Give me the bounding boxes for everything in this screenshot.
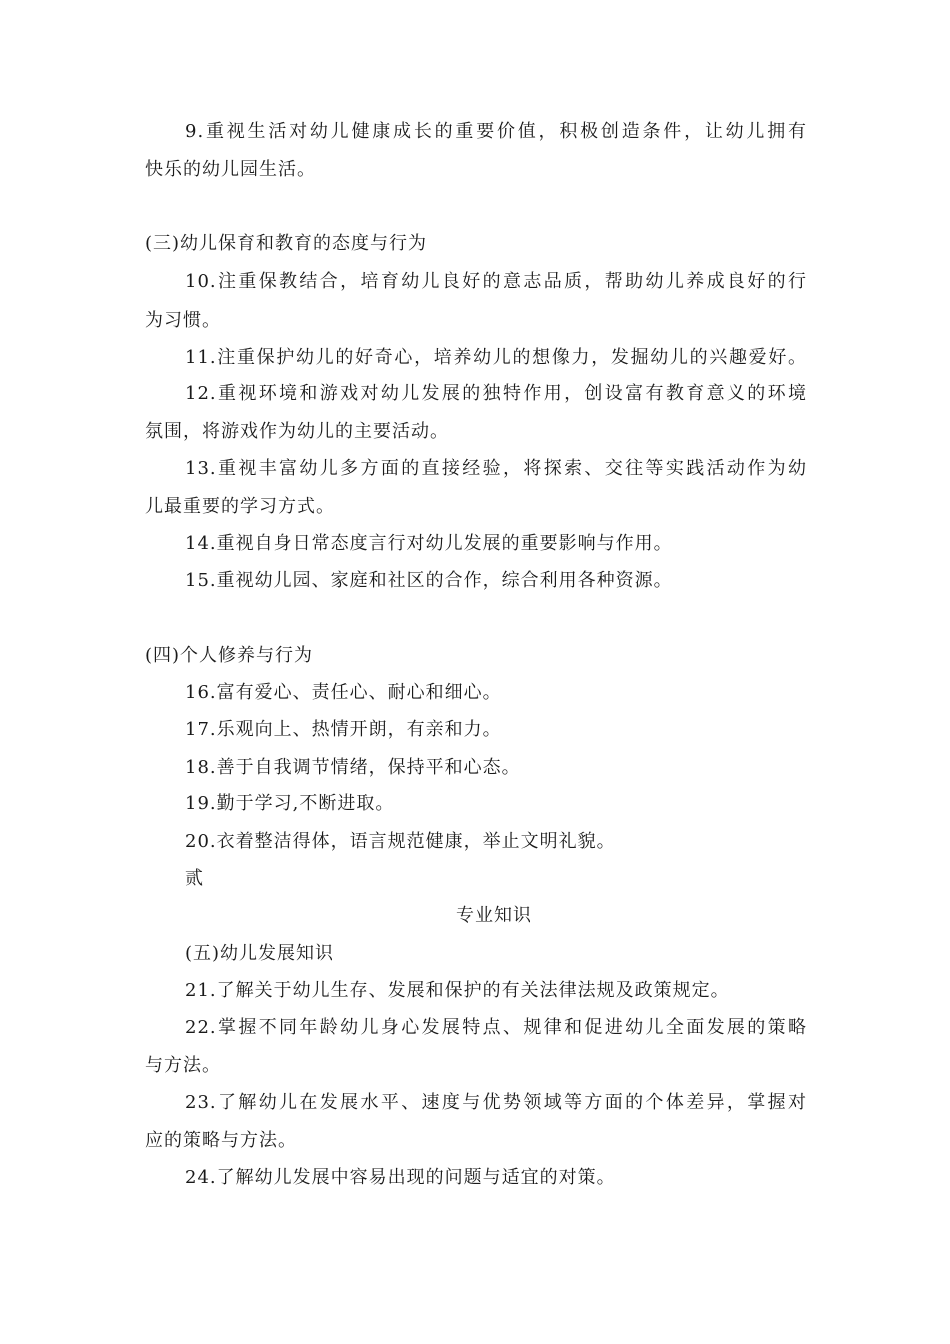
paragraph-12-line-2: 氛围，将游戏作为幼儿的主要活动。 bbox=[145, 421, 449, 442]
paragraph-9-line-1: 9.重视生活对幼儿健康成长的重要价值，积极创造条件，让幼儿拥有 bbox=[185, 121, 807, 142]
paragraph-14: 14.重视自身日常态度言行对幼儿发展的重要影响与作用。 bbox=[185, 533, 673, 554]
paragraph-23-line-1: 23.了解幼儿在发展水平、速度与优势领域等方面的个体差异，掌握对 bbox=[185, 1092, 807, 1113]
part-2-title: 专业知识 bbox=[456, 905, 532, 926]
paragraph-17: 17.乐观向上、热情开朗，有亲和力。 bbox=[185, 719, 502, 740]
paragraph-10-line-1: 10.注重保教结合，培育幼儿良好的意志品质，帮助幼儿养成良好的行 bbox=[185, 271, 807, 292]
paragraph-13-line-1: 13.重视丰富幼儿多方面的直接经验，将探索、交往等实践活动作为幼 bbox=[185, 458, 807, 479]
section-4-heading: (四)个人修养与行为 bbox=[145, 645, 314, 666]
paragraph-20: 20.衣着整洁得体，语言规范健康，举止文明礼貌。 bbox=[185, 831, 616, 852]
paragraph-12-line-1: 12.重视环境和游戏对幼儿发展的独特作用，创设富有教育意义的环境 bbox=[185, 383, 807, 404]
paragraph-24: 24.了解幼儿发展中容易出现的问题与适宜的对策。 bbox=[185, 1167, 616, 1188]
paragraph-22-line-1: 22.掌握不同年龄幼儿身心发展特点、规律和促进幼儿全面发展的策略 bbox=[185, 1017, 807, 1038]
paragraph-9-line-2: 快乐的幼儿园生活。 bbox=[145, 159, 316, 180]
section-5-heading: (五)幼儿发展知识 bbox=[185, 943, 335, 964]
paragraph-18: 18.善于自我调节情绪，保持平和心态。 bbox=[185, 757, 521, 778]
paragraph-13-line-2: 儿最重要的学习方式。 bbox=[145, 496, 335, 517]
paragraph-19: 19.勤于学习,不断进取。 bbox=[185, 793, 395, 814]
paragraph-10-line-2: 为习惯。 bbox=[145, 310, 221, 331]
paragraph-15: 15.重视幼儿园、家庭和社区的合作，综合利用各种资源。 bbox=[185, 570, 673, 591]
paragraph-22-line-2: 与方法。 bbox=[145, 1055, 221, 1076]
part-2-marker: 贰 bbox=[185, 868, 204, 889]
paragraph-11: 11.注重保护幼儿的好奇心，培养幼儿的想像力，发掘幼儿的兴趣爱好。 bbox=[185, 347, 807, 368]
paragraph-21: 21.了解关于幼儿生存、发展和保护的有关法律法规及政策规定。 bbox=[185, 980, 730, 1001]
paragraph-16: 16.富有爱心、责任心、耐心和细心。 bbox=[185, 682, 502, 703]
paragraph-23-line-2: 应的策略与方法。 bbox=[145, 1130, 297, 1151]
section-3-heading: (三)幼儿保育和教育的态度与行为 bbox=[145, 233, 428, 254]
